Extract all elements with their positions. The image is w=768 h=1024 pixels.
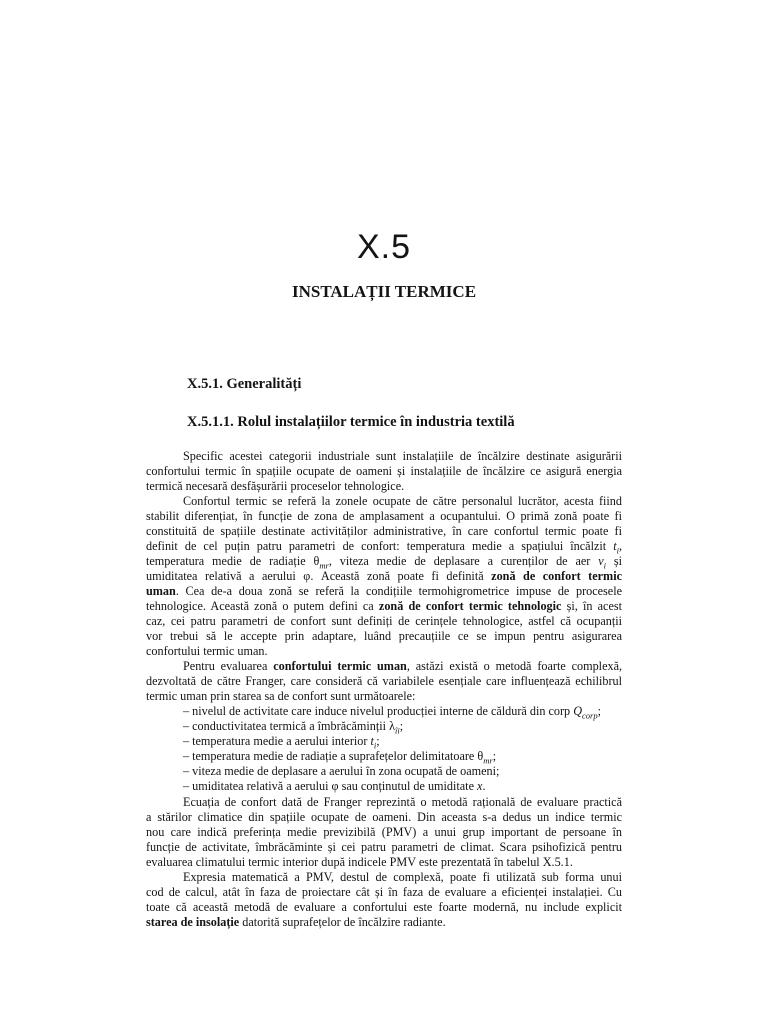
text-line: tehnologice. Această zonă o putem defini ca zonă de confort termic tehnologic și, în acest bbox=[146, 599, 623, 613]
text-line: evaluarea climatului termic interior după indicele PMV este prezentată în tabelul X.5.1. bbox=[146, 855, 573, 869]
text-line: termic uman prin starea sa de confort sunt următoarele: bbox=[146, 689, 416, 703]
section-heading: X.5.1. Generalități bbox=[187, 376, 302, 392]
text-line: stabilit diferențiat, în funcție de zona de amplasament a ocupantului. O primă zonă poate fi bbox=[146, 509, 622, 523]
text-line: Confortul termic se referă la zonele ocupate de către personalul lucrător, acesta fiind bbox=[183, 494, 622, 508]
bold-term: confortului termic uman bbox=[273, 659, 407, 673]
text-line: toate că această metodă de evaluare a confortului este foarte modernă, nu include explicit bbox=[146, 900, 622, 914]
text-line: umiditatea relativă a aerului φ. Această zonă poate fi definită zonă de confort termic bbox=[146, 569, 623, 583]
text-line: funcție de activitate, îmbrăcăminte și cei patru parametri de climat. Scara psihofizică pentru bbox=[146, 840, 622, 854]
text-line: Pentru evaluarea confortului termic uman, astăzi există o metodă foarte complexă, bbox=[183, 659, 623, 673]
text-line: cod de calcul, atât în faza de proiectare cât și în faza de evaluare a eficienței instalației. Cu bbox=[146, 885, 622, 899]
subsection-heading: X.5.1.1. Rolul instalațiilor termice în industria textilă bbox=[187, 414, 515, 430]
text-line: definit de cel puțin patru parametri de confort: temperatura medie a spațiului încălzit $t_i$, bbox=[146, 539, 622, 556]
bold-term: uman bbox=[146, 584, 176, 598]
text-line: temperatura medie de radiație $\theta_{mr}$, viteza medie de deplasare a curenților de aer $v_i$ și bbox=[146, 554, 623, 571]
bold-term: starea de insolație bbox=[146, 915, 240, 929]
text-line: confortului termic în spațiile ocupate de oameni și instalațiile de încălzire ce asigură energia bbox=[146, 464, 622, 478]
text-line: a stărilor climatice din spațiile ocupate de oameni. Din aceasta s-a dedus un indice termic bbox=[146, 810, 622, 824]
list-item: – umiditatea relativă a aerului φ sau conținutul de umiditate x. bbox=[183, 779, 486, 793]
text-line: termică necesară desfășurării proceselor tehnologice. bbox=[146, 479, 405, 493]
text-line: caz, cei patru parametri de confort sunt definiți de cerințele tehnologice, astfel că ocupanții bbox=[146, 614, 622, 628]
text-line: nou care indică preferința medie previzibilă (PMV) a unui grup important de persoane în bbox=[146, 825, 622, 839]
text-line: constituită de spațiile destinate activităților administrative, în care confortul termic poate fi bbox=[146, 524, 622, 538]
text-line: dezvoltată de către Franger, care consideră că variabilele esențiale care influențează echilibrul bbox=[146, 674, 622, 688]
list-item: – conductivitatea termică a îmbrăcăminții $\lambda_{îi}$; bbox=[183, 719, 404, 736]
chapter-number: X.5 bbox=[356, 228, 412, 266]
list-item: – temperatura medie a aerului interior $t_i$; bbox=[183, 734, 380, 751]
text-line: Specific acestei categorii industriale sunt instalațiile de încălzire destinate asigurării bbox=[183, 449, 622, 463]
chapter-title: INSTALAȚII TERMICE bbox=[291, 282, 477, 301]
text-line: confortului termic uman. bbox=[146, 644, 268, 658]
list-item: – viteza medie de deplasare a aerului în zona ocupată de oameni; bbox=[183, 764, 500, 778]
list-item: – nivelul de activitate care induce nivelul producției interne de căldură din corp $Q_{corp}$; bbox=[183, 704, 602, 721]
list-item: – temperatura medie de radiație a suprafețelor delimitatoare $\theta_{mr}$; bbox=[183, 749, 497, 766]
bold-term: zonă de confort termic bbox=[491, 569, 623, 583]
text-line: vor trebui să le accepte prin adaptare, luând precauțiile ce se impun pentru asigurarea bbox=[146, 629, 622, 643]
text-line: Expresia matematică a PMV, destul de complexă, poate fi utilizată sub forma unui bbox=[183, 870, 622, 884]
bold-term: zonă de confort termic tehnologic bbox=[378, 599, 562, 613]
text-line: Ecuația de confort dată de Franger reprezintă o metodă rațională de evaluare practică bbox=[183, 795, 622, 809]
text-line: uman. Cea de-a doua zonă se referă la condițiile termohigrometrice impuse de procesele bbox=[146, 584, 622, 598]
text-line: starea de insolație datorită suprafețelor de încălzire radiante. bbox=[146, 915, 446, 929]
